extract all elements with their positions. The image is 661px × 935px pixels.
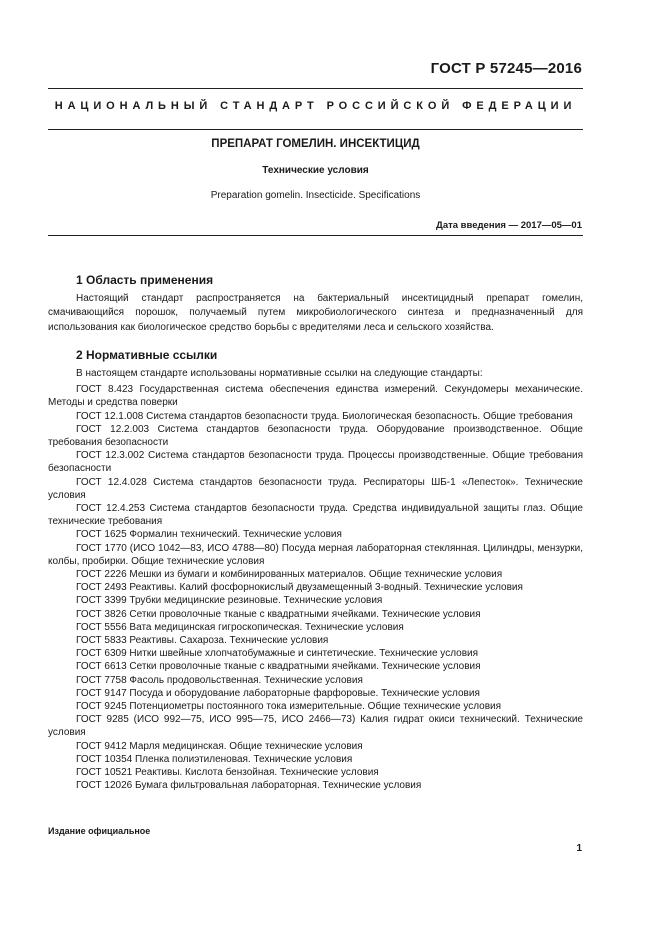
reference-item: ГОСТ 5833 Реактивы. Сахароза. Технические условия bbox=[76, 635, 329, 647]
reference-item: ГОСТ 10354 Пленка полиэтиленовая. Технические условия bbox=[76, 753, 353, 765]
date-divider bbox=[48, 235, 583, 236]
reference-item: ГОСТ 2493 Реактивы. Калий фосфорнокислый двузамещенный 3-водный. Технические условия bbox=[76, 582, 523, 594]
document-body bbox=[48, 272, 583, 792]
reference-item: ГОСТ 3399 Трубки медицинские резиновые. Технические условия bbox=[76, 595, 383, 607]
page-number: 1 bbox=[576, 843, 582, 854]
section-2-intro: В настоящем стандарте использованы нормативные ссылки на следующие стандарты: bbox=[76, 367, 483, 379]
reference-item: ГОСТ 12.3.002 Система стандартов безопасности труда. Процессы производственные. Общие требования безопасности bbox=[48, 450, 583, 475]
reference-item: ГОСТ 12.2.003 Система стандартов безопасности труда. Оборудование производственное. Общие требования безопасности bbox=[48, 423, 583, 448]
section-2-heading: 2 Нормативные ссылки bbox=[76, 347, 218, 362]
reference-item: ГОСТ 3826 Сетки проволочные тканые с квадратными ячейками. Технические условия bbox=[76, 608, 481, 620]
reference-item: ГОСТ 1625 Формалин технический. Технические условия bbox=[76, 529, 342, 541]
reference-item: ГОСТ 7758 Фасоль продовольственная. Технические условия bbox=[76, 674, 363, 686]
reference-list bbox=[48, 383, 583, 792]
introduction-date: Дата введения — 2017—05—01 bbox=[436, 220, 582, 231]
reference-item: ГОСТ 12.1.008 Система стандартов безопасности труда. Биологическая безопасность. Общие требования bbox=[76, 410, 573, 422]
reference-item: ГОСТ 12.4.028 Система стандартов безопасности труда. Респираторы ШБ-1 «Лепесток». Технические условия bbox=[48, 476, 583, 501]
document-title: ПРЕПАРАТ ГОМЕЛИН. ИНСЕКТИЦИД bbox=[211, 138, 420, 150]
reference-item: ГОСТ 5556 Вата медицинская гигроскопическая. Технические условия bbox=[76, 621, 404, 633]
reference-item: ГОСТ 1770 (ИСО 1042—83, ИСО 4788—80) Посуда мерная лабораторная стеклянная. Цилиндры, мензурки, колбы, пробирки. Общие технические условия bbox=[48, 542, 583, 567]
edition-label: Издание официальное bbox=[48, 826, 151, 836]
reference-item: ГОСТ 6309 Нитки швейные хлопчатобумажные и синтетические. Технические условия bbox=[76, 648, 479, 660]
reference-item: ГОСТ 10521 Реактивы. Кислота бензойная. Технические условия bbox=[76, 767, 379, 779]
reference-item: ГОСТ 9285 (ИСО 992—75, ИСО 995—75, ИСО 2466—73) Калия гидрат окиси технический. Технические условия bbox=[48, 714, 583, 739]
reference-item: ГОСТ 12026 Бумага фильтровальная лабораторная. Технические условия bbox=[76, 780, 422, 792]
reference-item: ГОСТ 6613 Сетки проволочные тканые с квадратными ячейками. Технические условия bbox=[76, 661, 481, 673]
top-divider bbox=[48, 88, 583, 89]
reference-item: ГОСТ 8.423 Государственная система обеспечения единства измерений. Секундомеры механические. Методы и средства поверки bbox=[48, 384, 583, 409]
reference-item: ГОСТ 12.4.253 Система стандартов безопасности труда. Средства индивидуальной защиты глаз. Общие технические требования bbox=[48, 503, 583, 528]
document-number: ГОСТ Р 57245—2016 bbox=[430, 60, 582, 77]
reference-item: ГОСТ 2226 Мешки из бумаги и комбинированных материалов. Общие технические условия bbox=[76, 569, 503, 581]
reference-item: ГОСТ 9147 Посуда и оборудование лабораторные фарфоровые. Технические условия bbox=[76, 687, 480, 699]
banner-divider bbox=[48, 129, 583, 130]
national-standard-banner: НАЦИОНАЛЬНЫЙ СТАНДАРТ РОССИЙСКОЙ ФЕДЕРАЦИИ bbox=[54, 100, 577, 112]
english-title: Preparation gomelin. Insecticide. Specifications bbox=[210, 190, 421, 201]
document-subtitle: Технические условия bbox=[262, 165, 369, 176]
section-1-heading: 1 Область применения bbox=[76, 273, 214, 287]
reference-item: ГОСТ 9412 Марля медицинская. Общие технические условия bbox=[76, 740, 363, 752]
section-1-text: Настоящий стандарт распространяется на бактериальный инсектицидный препарат гомелин, смачивающийся порошок, получаемый путем микробиологического синтеза и предназначенный для использования как биологическое средство борьбы с вредителями леса и сельского хозяйства. bbox=[48, 293, 583, 333]
reference-item: ГОСТ 9245 Потенциометры постоянного тока измерительные. Общие технические условия bbox=[76, 701, 502, 713]
